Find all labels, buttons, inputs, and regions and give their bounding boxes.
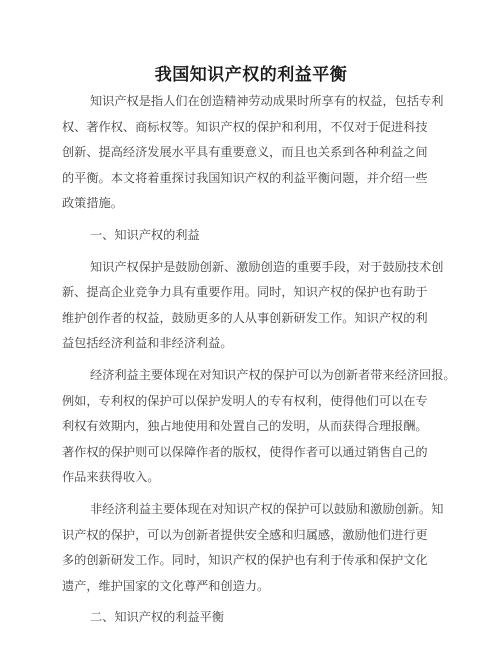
body-line: 作品来获得收入。 [62, 470, 160, 484]
body-line: 遗产，维护国家的文化尊严和创造力。 [62, 579, 270, 593]
body-line: 经济利益主要体现在对知识产权的保护可以为创新者带来经济回报。 [90, 368, 456, 382]
document-title: 我国知识产权的利益平衡 [154, 65, 348, 85]
body-line: 新、提高企业竞争力具有重要作用。同时，知识产权的保护也有助于 [62, 285, 428, 299]
section-heading: 二、知识产权的利益平衡 [90, 610, 225, 624]
body-line: 权、著作权、商标权等。知识产权的保护和利用，不仅对于促进科技 [62, 120, 428, 134]
body-line: 政策措施。 [62, 196, 123, 210]
body-line: 益包括经济利益和非经济利益。 [62, 336, 233, 350]
body-line: 识产权的保护，可以为创新者提供安全感和归属感，激励他们进行更 [62, 528, 428, 542]
body-line: 知识产权是指人们在创造精神劳动成果时所享有的权益，包括专利 [90, 94, 444, 108]
body-line: 维护创作者的权益，鼓励更多的人从事创新研发工作。知识产权的利 [62, 311, 428, 325]
body-line: 的平衡。本文将着重探讨我国知识产权的利益平衡问题，并介绍一些 [62, 171, 428, 185]
body-line: 多的创新研发工作。同时，知识产权的保护也有利于传承和保护文化 [62, 553, 428, 567]
body-line: 利权有效期内，独占地使用和处置自己的发明，从而获得合理报酬。 [62, 419, 428, 433]
body-line: 例如，专利权的保护可以保护发明人的专有权利，使得他们可以在专 [62, 394, 428, 408]
body-line: 著作权的保护则可以保障作者的版权，使得作者可以通过销售自己的 [62, 445, 428, 459]
section-heading: 一、知识产权的利益 [90, 228, 200, 242]
body-line: 创新、提高经济发展水平具有重要意义，而且也关系到各种利益之间 [62, 145, 428, 159]
body-line: 知识产权保护是鼓励创新、激励创造的重要手段，对于鼓励技术创 [90, 260, 444, 274]
body-line: 非经济利益主要体现在对知识产权的保护可以鼓励和激励创新。知 [90, 502, 444, 516]
